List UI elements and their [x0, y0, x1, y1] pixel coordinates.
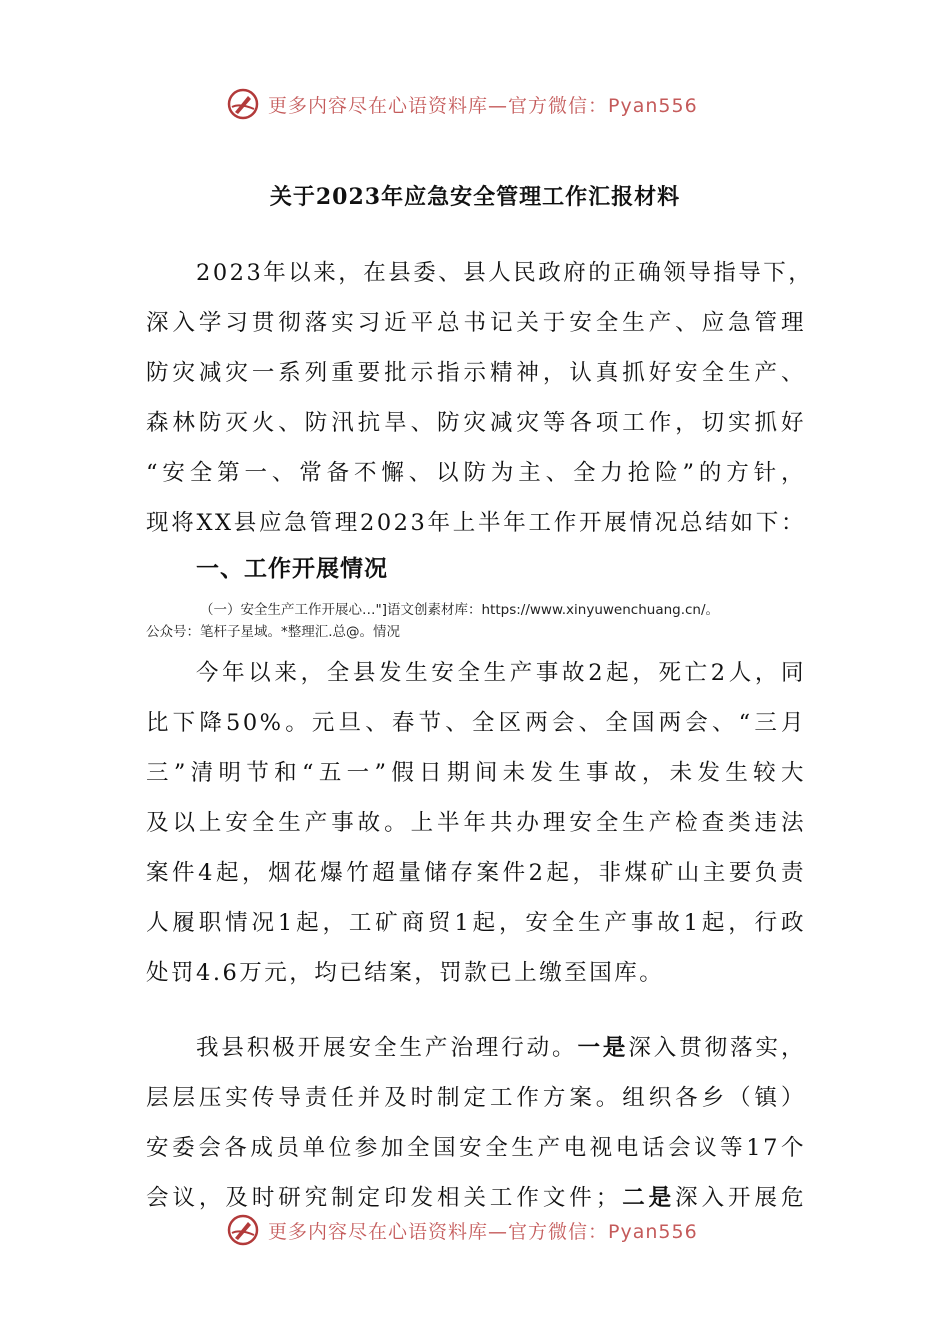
inserted-note: 公众号：笔杆子星域。*整理汇.总@。情况 — [146, 624, 401, 640]
text-run: 深入贯彻落实， — [628, 1035, 806, 1061]
pen-circle-logo-icon — [226, 87, 260, 121]
paragraph-line: 及以上安全生产事故。上半年共办理安全生产检查类违法 — [146, 810, 806, 836]
watermark-banner-bottom — [226, 1212, 698, 1248]
inserted-note: （一）安全生产工作开展心…"]语文创素材库：https://www.xinyuwenchuang.cn/。 — [200, 602, 720, 618]
paragraph-line: 2023年以来，在县委、县人民政府的正确领导指导下， — [196, 260, 814, 286]
paragraph-line: “安全第一、常备不懈、以防为主、全力抢险”的方针， — [146, 460, 806, 486]
pen-circle-logo-icon — [226, 1213, 260, 1247]
text-run: 会议，及时研究制定印发相关工作文件； — [146, 1185, 621, 1211]
paragraph-line: 现将XX县应急管理2023年上半年工作开展情况总结如下： — [146, 510, 806, 536]
text-run: 我县积极开展安全生产治理行动。 — [196, 1035, 578, 1061]
watermark-banner-top — [226, 86, 698, 122]
paragraph-line: 层层压实传导责任并及时制定工作方案。组织各乡（镇） — [146, 1085, 806, 1111]
paragraph-line: 安委会各成员单位参加全国安全生产电视电话会议等17个 — [146, 1135, 806, 1161]
paragraph-line: 人履职情况1起，工矿商贸1起，安全生产事故1起，行政 — [146, 910, 806, 936]
paragraph-line: 案件4起，烟花爆竹超量储存案件2起，非煤矿山主要负责 — [146, 860, 806, 886]
section-heading: 一、工作开展情况 — [196, 556, 388, 582]
paragraph-line: 深入学习贯彻落实习近平总书记关于安全生产、应急管理 — [146, 310, 806, 336]
document-title: 关于2023年应急安全管理工作汇报材料 — [269, 184, 681, 210]
paragraph-line: 防灾减灾一系列重要批示指示精神，认真抓好安全生产、 — [146, 360, 806, 386]
emphasis-text: 一是 — [577, 1035, 629, 1061]
paragraph-line — [196, 1030, 806, 1062]
emphasis-text: 二是 — [620, 1185, 676, 1211]
paragraph-line — [146, 1180, 806, 1212]
paragraph-line: 比下降50%。元旦、春节、全区两会、全国两会、“三月 — [146, 710, 806, 736]
paragraph-line: 今年以来，全县发生安全生产事故2起，死亡2人，同 — [196, 660, 806, 686]
watermark-text: 更多内容尽在心语资料库—官方微信：Pyan556 — [268, 1220, 698, 1243]
paragraph-line: 三”清明节和“五一”假日期间未发生事故，未发生较大 — [146, 760, 806, 786]
paragraph-line: 森林防灭火、防汛抗旱、防灾减灾等各项工作，切实抓好 — [146, 410, 806, 436]
text-run: 深入开展危 — [675, 1185, 806, 1211]
paragraph-line: 处罚4.6万元，均已结案，罚款已上缴至国库。 — [146, 960, 665, 986]
watermark-text: 更多内容尽在心语资料库—官方微信：Pyan556 — [268, 94, 698, 117]
